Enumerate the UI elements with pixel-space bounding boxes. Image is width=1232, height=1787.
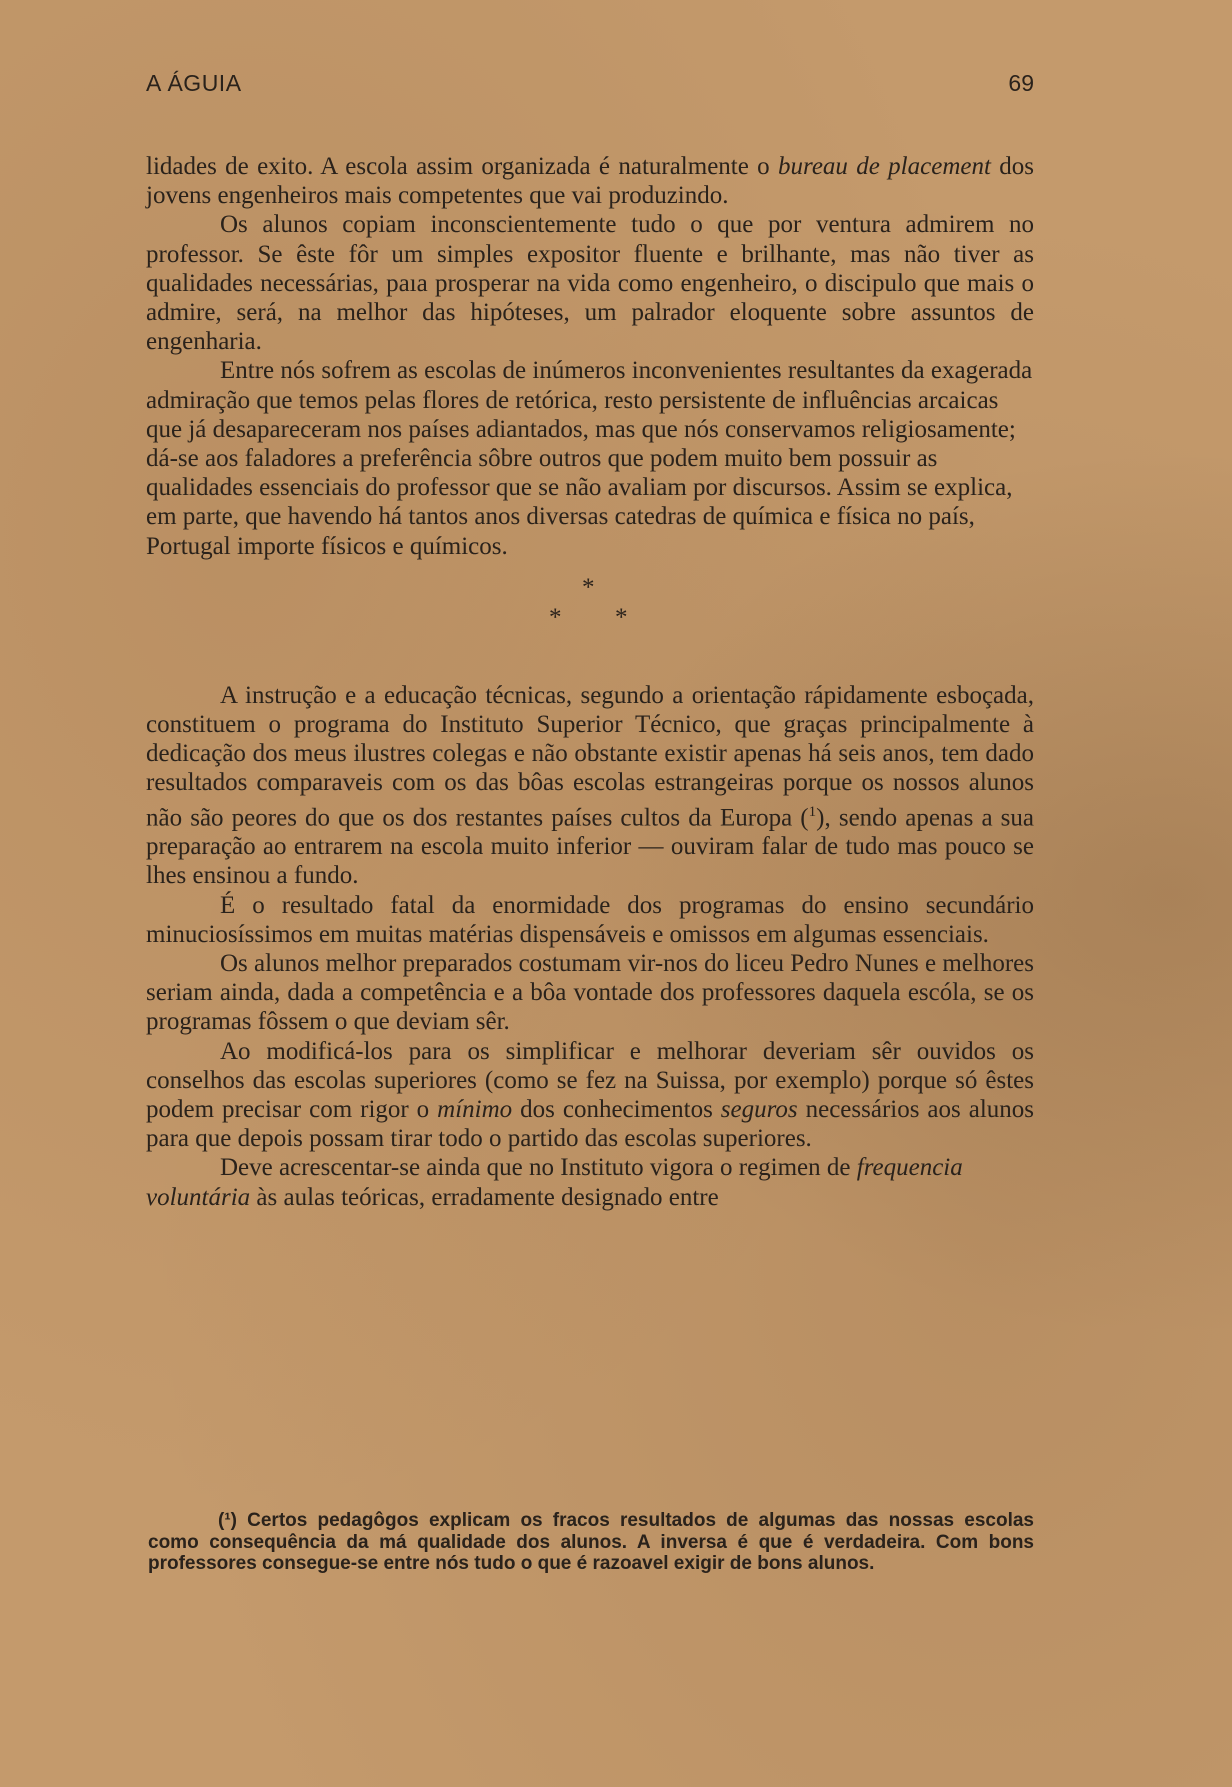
asterisk: * — [615, 603, 628, 631]
text-run: Deve acrescentar-se ainda que no Instituto vigora o regimen de — [220, 1154, 857, 1182]
page-number: 69 — [1008, 70, 1034, 96]
italic-word: mínimo — [437, 1096, 513, 1124]
paragraph: Os alunos copiam inconscientemente tudo o que por ventura admirem no professor. Se êste fôr um simples expositor fluente e brilhante, mas não tiver as qualidades necessárias, paıa prosperar na vida como engenheiro, o discipulo que mais o admire, será, na melhor das hipóteses, um palrador eloquente sobre assuntos de engenharia. — [146, 211, 1034, 356]
footnote-marker: (¹) — [218, 1510, 237, 1531]
paragraph — [146, 152, 1034, 210]
text-run: Ao modificá-los para os simplificar e melhorar deveriam sêr ouvidos os conselhos das escolas superiores (como se fez na Suissa, por exemplo) porque só êstes podem precisar com rigor o — [146, 1037, 1034, 1124]
running-title: A ÁGUIA — [146, 70, 242, 96]
paragraph — [146, 1037, 1034, 1154]
text-run: lidades de exito. A escola assim organizada é naturalmente o — [146, 153, 779, 180]
section-two — [146, 681, 1034, 1212]
section-separator — [146, 569, 1034, 661]
text-run: ), sendo apenas a sua preparação ao entrarem na escola muito inferior — ouviram falar de tudo mas pouco se lhes ensinou a fundo. — [146, 803, 1034, 890]
italic-word: seguros — [720, 1096, 798, 1124]
italic-phrase: frequencia voluntária — [146, 1154, 963, 1211]
footnote-body: Certos pedagôgos explicam os fracos resultados de algumas das nossas escolas como consequência da má qualidade dos alunos. A inversa é que é verdadeira. Com bons professores consegue-se entre nós tudo o que é razoavel exigir de bons alunos. — [148, 1510, 1034, 1574]
paragraph — [146, 681, 1034, 891]
main-text — [146, 152, 1034, 1212]
text-run: dos jovens engenheiros mais competentes que vai produzindo. — [146, 153, 1034, 210]
page-header — [146, 70, 1034, 104]
text-run: dos conhecimentos — [512, 1096, 721, 1124]
paragraph: Os alunos melhor preparados costumam vir-nos do liceu Pedro Nunes e melhores seriam ainda, dada a competência e a bôa vontade dos professores daquela escóla, se os programas fôssem o que deviam sêr. — [146, 950, 1034, 1036]
text-run: às aulas teóricas, erradamente designado entre — [250, 1183, 719, 1211]
italic-phrase: bureau de placement — [778, 153, 991, 180]
paragraph — [146, 1153, 1034, 1211]
text-run: A instrução e a educação técnicas, segundo a orientação rápidamente esboçada, constituem o programa do Instituto Superior Técnico, que graças principalmente à dedicação dos meus ilustres colegas e não obstante existir apenas há seis anos, tem dado resultados comparaveis com os das bôas escolas estrangeiras porque os nossos alunos não são peores do que os dos restantes países cultos da Europa ( — [146, 681, 1034, 831]
paragraph: Entre nós sofrem as escolas de inúmeros inconvenientes resultantes da exagerada admiração que temos pelas flores de retórica, resto persistente de influências arcaicas que já desapareceram nos países adiantados, mas que nós conservamos religiosamente; dá-se aos faladores a preferência sôbre outros que podem muito bem possuir as qualidades essenciais do professor que se não avaliam por discursos. Assim se explica, em parte, que havendo há tantos anos diversas catedras de química e física no país, Portugal importe físicos e químicos. — [146, 357, 1033, 560]
footnote-text — [148, 1510, 1034, 1575]
footnote-reference: 1 — [808, 803, 817, 820]
asterisk: * — [549, 603, 562, 631]
paragraph: É o resultado fatal da enormidade dos programas do ensino secundário minuciosíssimos em muitas matérias dispensáveis e omissos em algumas essenciais. — [146, 891, 1034, 948]
text-run: necessários aos alunos para que depois possam tirar todo o partido das escolas superiores. — [146, 1096, 1034, 1153]
asterisk: * — [582, 573, 595, 601]
footnote — [148, 1510, 1034, 1575]
